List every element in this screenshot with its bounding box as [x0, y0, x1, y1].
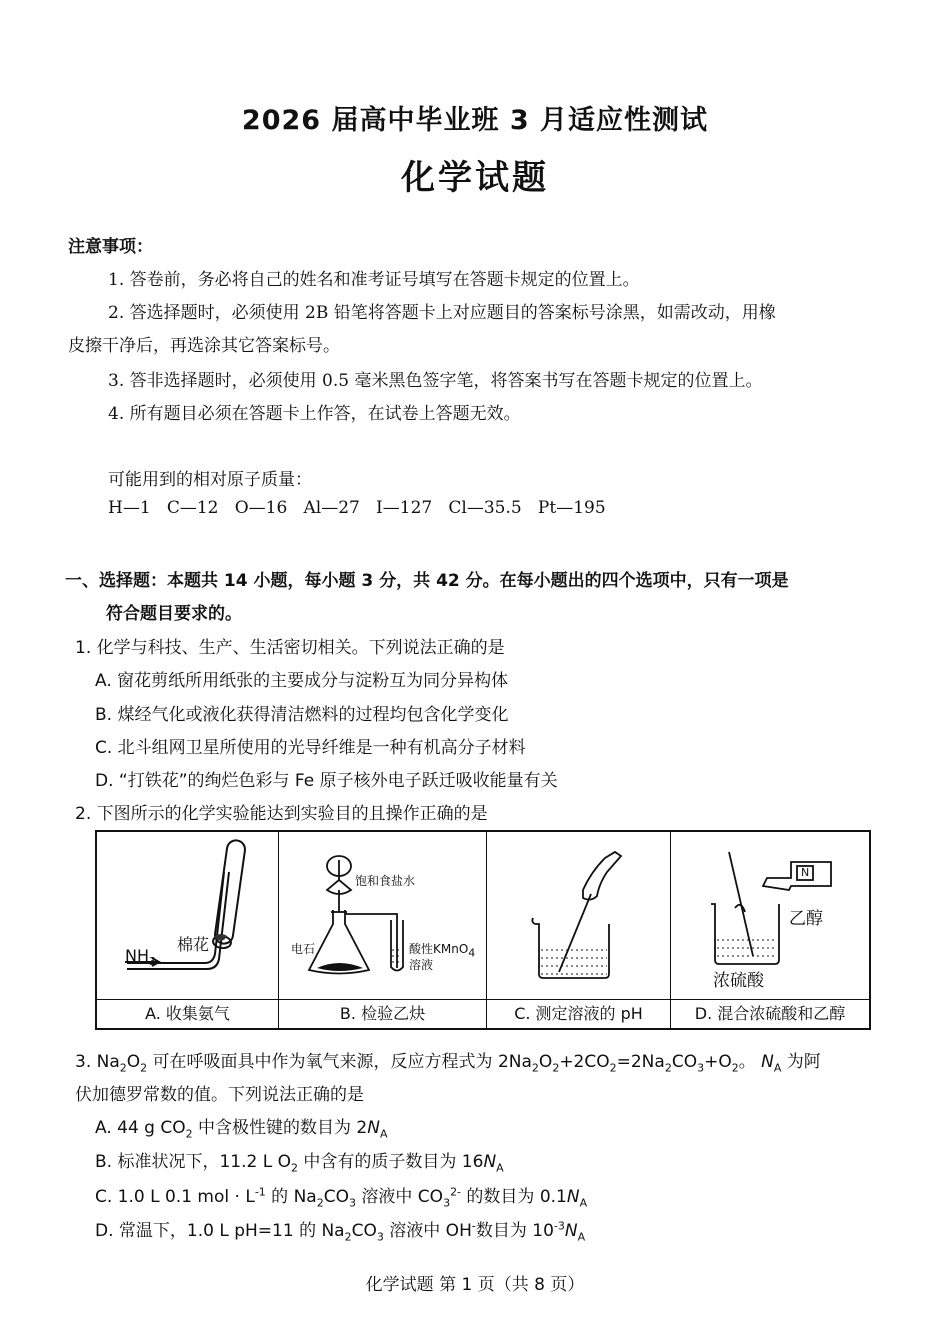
q1-option-b: B. 煤经气化或液化获得清洁燃料的过程均包含化学变化	[95, 705, 509, 725]
nh3-label	[125, 946, 156, 968]
subscript: A	[773, 1061, 782, 1075]
q3-stem-text: CO	[671, 1052, 698, 1072]
avogadro-symbol: N	[483, 1152, 497, 1172]
option-text: 数目为 10	[475, 1221, 554, 1241]
notice-item-2-cont: 皮擦干净后，再选涂其它答案标号。	[68, 336, 340, 356]
subscript: 2	[316, 1196, 324, 1210]
figure-cell-d	[671, 832, 869, 1028]
superscript: -1	[254, 1185, 266, 1199]
q3-stem-cont: 伏加德罗常数的值。下列说法正确的是	[75, 1085, 364, 1105]
page-footer: 化学试题 第 1 页（共 8 页）	[365, 1275, 585, 1295]
n-box-label: N	[801, 866, 810, 879]
brine-label: 饱和食盐水	[355, 874, 416, 888]
q3-option-d	[95, 1216, 585, 1243]
nh3-subscript: 3	[149, 955, 156, 969]
notice-item-2: 2. 答选择题时，必须使用 2B 铅笔将答题卡上对应题目的答案标号涂黑，如需改动，用橡	[108, 303, 776, 323]
subscript: 2	[552, 1061, 560, 1075]
q2-stem: 2. 下图所示的化学实验能达到实验目的且操作正确的是	[75, 804, 488, 824]
subscript: A	[577, 1230, 586, 1244]
option-text: D. 常温下，1.0 L pH=11 的 Na	[95, 1221, 345, 1241]
subscript: 3	[376, 1230, 384, 1244]
figure-cell-b	[279, 832, 487, 1028]
avogadro-symbol: N	[564, 1221, 578, 1241]
caption-c: C. 测定溶液的 pH	[487, 999, 670, 1028]
q1-stem: 1. 化学与科技、生产、生活密切相关。下列说法正确的是	[75, 638, 505, 658]
subscript: A	[379, 1127, 388, 1141]
exam-title: 2026 届高中毕业班 3 月适应性测试	[241, 105, 709, 136]
caption-d: D. 混合浓硫酸和乙醇	[671, 999, 869, 1028]
subject-title: 化学试题	[401, 158, 549, 198]
subscript: 2	[185, 1127, 193, 1141]
option-text: CO	[351, 1221, 377, 1241]
avogadro-symbol: N	[367, 1118, 380, 1138]
q3-stem-text: O	[538, 1052, 553, 1072]
figure-cell-c	[487, 832, 671, 1028]
option-text: 中含极性键的数目为 2	[192, 1118, 368, 1138]
q3-stem-text: 可在呼吸面具中作为氧气来源，反应方程式为 2Na	[147, 1052, 532, 1072]
superscript: -	[471, 1219, 476, 1233]
avogadro-symbol: N	[761, 1052, 774, 1072]
acetylene-apparatus	[279, 832, 485, 1000]
avogadro-symbol: N	[566, 1187, 580, 1207]
option-text: 中含有的质子数目为 16	[297, 1152, 484, 1172]
section-1-heading-cont: 符合题目要求的。	[106, 604, 242, 624]
notice-item-1: 1. 答卷前，务必将自己的姓名和准考证号填写在答题卡规定的位置上。	[108, 270, 640, 290]
subscript: 2	[731, 1061, 739, 1075]
q1-option-a: A. 窗花剪纸所用纸张的主要成分与淀粉互为同分异构体	[95, 671, 509, 691]
notice-item-3: 3. 答非选择题时，必须使用 0.5 毫米黑色签字笔，将答案书写在答题卡规定的位置上。	[108, 371, 763, 391]
subscript: 2	[344, 1230, 352, 1244]
q3-stem-text: 3. Na	[75, 1052, 120, 1072]
q3-option-a	[95, 1113, 388, 1140]
subscript: 2	[664, 1061, 672, 1075]
kmno4-text: 酸性KMnO	[409, 942, 469, 956]
collect-ammonia-apparatus	[97, 832, 277, 1000]
subscript: 3	[443, 1196, 451, 1210]
cotton-label: 棉花	[177, 935, 210, 954]
caption-a: A. 收集氨气	[97, 999, 278, 1028]
q1-option-d: D. “打铁花”的绚烂色彩与 Fe 原子核外电子跃迁吸收能量有关	[95, 771, 558, 791]
q3-option-c	[95, 1182, 587, 1209]
q3-option-b	[95, 1147, 504, 1174]
nh3-text: NH	[125, 946, 149, 965]
option-text: 溶液中 CO	[356, 1187, 444, 1207]
kmno4-solution-label: 溶液	[409, 958, 434, 972]
q1-option-c: C. 北斗组网卫星所使用的光导纤维是一种有机高分子材料	[95, 738, 526, 758]
option-text: 溶液中 OH	[383, 1221, 472, 1241]
atomic-mass-values: H—1 C—12 O—16 Al—27 I—127 Cl—35.5 Pt—195	[108, 498, 606, 518]
notice-heading: 注意事项：	[68, 237, 153, 257]
subscript: 2	[609, 1061, 617, 1075]
q3-stem-text: O	[126, 1052, 141, 1072]
ph-test-apparatus	[487, 832, 669, 1000]
section-1-heading: 一、选择题：本题共 14 小题，每小题 3 分，共 42 分。在每小题出的四个选项中，只有一项是	[65, 571, 789, 591]
atomic-mass-label: 可能用到的相对原子质量：	[108, 470, 312, 490]
subscript: 2	[119, 1061, 127, 1075]
mixing-apparatus	[671, 832, 869, 1000]
subscript: 3	[349, 1196, 356, 1210]
option-text: A. 44 g CO	[95, 1118, 186, 1138]
subscript: 2	[140, 1061, 148, 1075]
h2so4-label: 浓硫酸	[713, 971, 764, 991]
superscript: -3	[553, 1219, 565, 1233]
option-text: CO	[323, 1187, 349, 1207]
caption-b: B. 检验乙炔	[279, 999, 486, 1028]
option-text: 的数目为 0.1	[461, 1187, 567, 1207]
q3-stem-text: +2CO	[559, 1052, 610, 1072]
q3-stem-text: =2Na	[616, 1052, 665, 1072]
subscript: 2	[290, 1161, 298, 1175]
option-text: B. 标准状况下，11.2 L O	[95, 1152, 291, 1172]
option-text: 的 Na	[265, 1187, 317, 1207]
subscript: 2	[531, 1061, 539, 1075]
kmno4-subscript: 4	[468, 946, 476, 960]
figure-cell-a	[97, 832, 279, 1028]
superscript: 2-	[450, 1185, 462, 1199]
subscript: A	[579, 1196, 588, 1210]
q2-figure-table	[95, 830, 871, 1030]
q3-stem-text: 。	[738, 1052, 756, 1072]
subscript: 3	[697, 1061, 705, 1075]
ethanol-label: 乙醇	[789, 909, 823, 929]
subscript: A	[496, 1161, 504, 1175]
notice-item-4: 4. 所有题目必须在答题卡上作答，在试卷上答题无效。	[108, 404, 521, 424]
q3-stem	[75, 1047, 821, 1074]
q3-stem-text: 为阿	[781, 1052, 821, 1072]
option-text: C. 1.0 L 0.1 mol · L	[95, 1187, 255, 1207]
q3-stem-text: +O	[704, 1052, 732, 1072]
carbide-label: 电石	[291, 942, 316, 956]
